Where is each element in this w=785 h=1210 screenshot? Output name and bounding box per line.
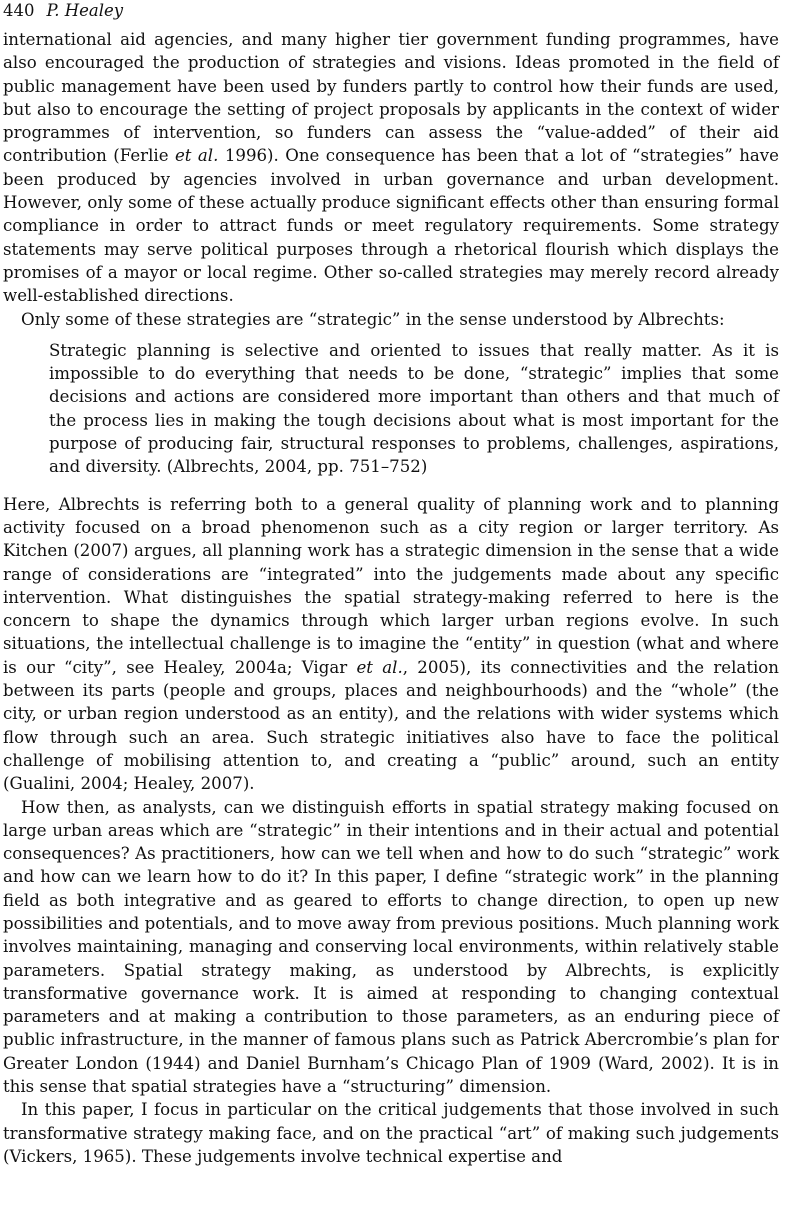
paragraph-quote-intro	[3, 308, 779, 331]
text-run: international aid agencies, and many higher tier government funding programmes, have also encouraged the production of strategies and visions. Ideas promoted in the field of public management have been used by funders partly to control how their funds are used, but also to encourage the setting of project proposals by applicants in the context of wider programmes of intervention, so funders can assess the “value-added” of their aid contribution (Ferlie	[3, 30, 779, 166]
running-head	[3, 0, 779, 28]
text-run-italic: et al.	[356, 657, 403, 677]
block-quote-citation: (Albrechts, 2004, pp. 751–752)	[166, 457, 428, 477]
text-run-italic: et al.	[174, 146, 219, 166]
paragraph-critical-judgements	[3, 1098, 779, 1168]
text-run: 1996). One consequence has been that a lot of “strategies” have been produced by agencies involved in urban governance and urban development. However, only some of these actually produce significant effects other than ensuring formal compliance in order to attract funds or meet regulatory requirements. Some strategy statements may serve political purposes through a rhetorical flourish which displays the promises of a mayor or local regime. Other so-called strategies may merely record already well-established directions.	[3, 146, 779, 306]
paragraph-funding-strategies	[3, 28, 779, 308]
text-run: Here, Albrechts is referring both to a general quality of planning work and to planning activity focused on a broad phenomenon such as a city region or larger territory. As Kitchen (2007) argues, all planning work has a strategic dimension in the sense that a wide range of considerations are “integrated” into the judgements made about any specific intervention. What distinguishes the spatial strategy-making referred to here is the concern to shape the dynamics through which larger urban regions evolve. In such situations, the intellectual challenge is to imagine the “entity” in question (what and where is our “city”, see Healey, 2004a; Vigar	[3, 494, 779, 677]
block-quote	[49, 339, 779, 479]
text-run: How then, as analysts, can we distinguish efforts in spatial strategy making focused on large urban areas which are “strategic” in their intentions and in their actual and potential consequences? As practitioners, how can we tell when and how to do such “strategic” work and how can we learn how to do it? In this paper, I define “strategic work” in the planning field as both integrative and as geared to efforts to change direction, to open up new possibilities and potentials, and to move away from previous positions. Much planning work involves maintaining, managing and conserving local environments, within relatively stable parameters. Spatial strategy making, as understood by Albrechts, is explicitly transformative governance work. It is aimed at responding to changing contextual parameters and at making a contribution to those parameters, as an enduring piece of public infrastructure, in the manner of famous plans such as Patrick Abercrombie’s plan for Greater London (1944) and Daniel Burnham’s Chicago Plan of 1909 (Ward, 2002). It is in this sense that spatial strategies have a “structuring” dimension.	[3, 797, 779, 1097]
block-quote-text: Strategic planning is selective and oriented to issues that really matter. As it is impossible to do everything that needs to be done, “strategic” implies that some decisions and actions are considered more important than others and that much of the process lies in making the tough decisions about what is most important for the purpose of producing fair, structural responses to problems, challenges, aspirations, and diversity.	[49, 340, 779, 477]
running-head-author: P. Healey	[46, 1, 124, 20]
text-run: Only some of these strategies are “strategic” in the sense understood by Albrechts:	[21, 309, 725, 329]
page-number: 440	[3, 1, 35, 20]
paragraph-strategic-work	[3, 796, 779, 1099]
text-run: , 2005), its connectivities and the relation between its parts (people and groups, places and neighbourhoods) and the “whole” (the city, or urban region understood as an entity), and the relations with wider systems which flow through such an area. Such strategic initiatives also have to face the political challenge of mobilising attention to, and creating a “public” around, such an entity (Gualini, 2004; Healey, 2007).	[3, 657, 779, 794]
paragraph-albrechts-discussion	[3, 493, 779, 796]
text-run: In this paper, I focus in particular on the critical judgements that those involved in such transformative strategy making face, and on the practical “art” of making such judgements (Vickers, 1965). These judgements involve technical expertise and	[3, 1100, 779, 1166]
